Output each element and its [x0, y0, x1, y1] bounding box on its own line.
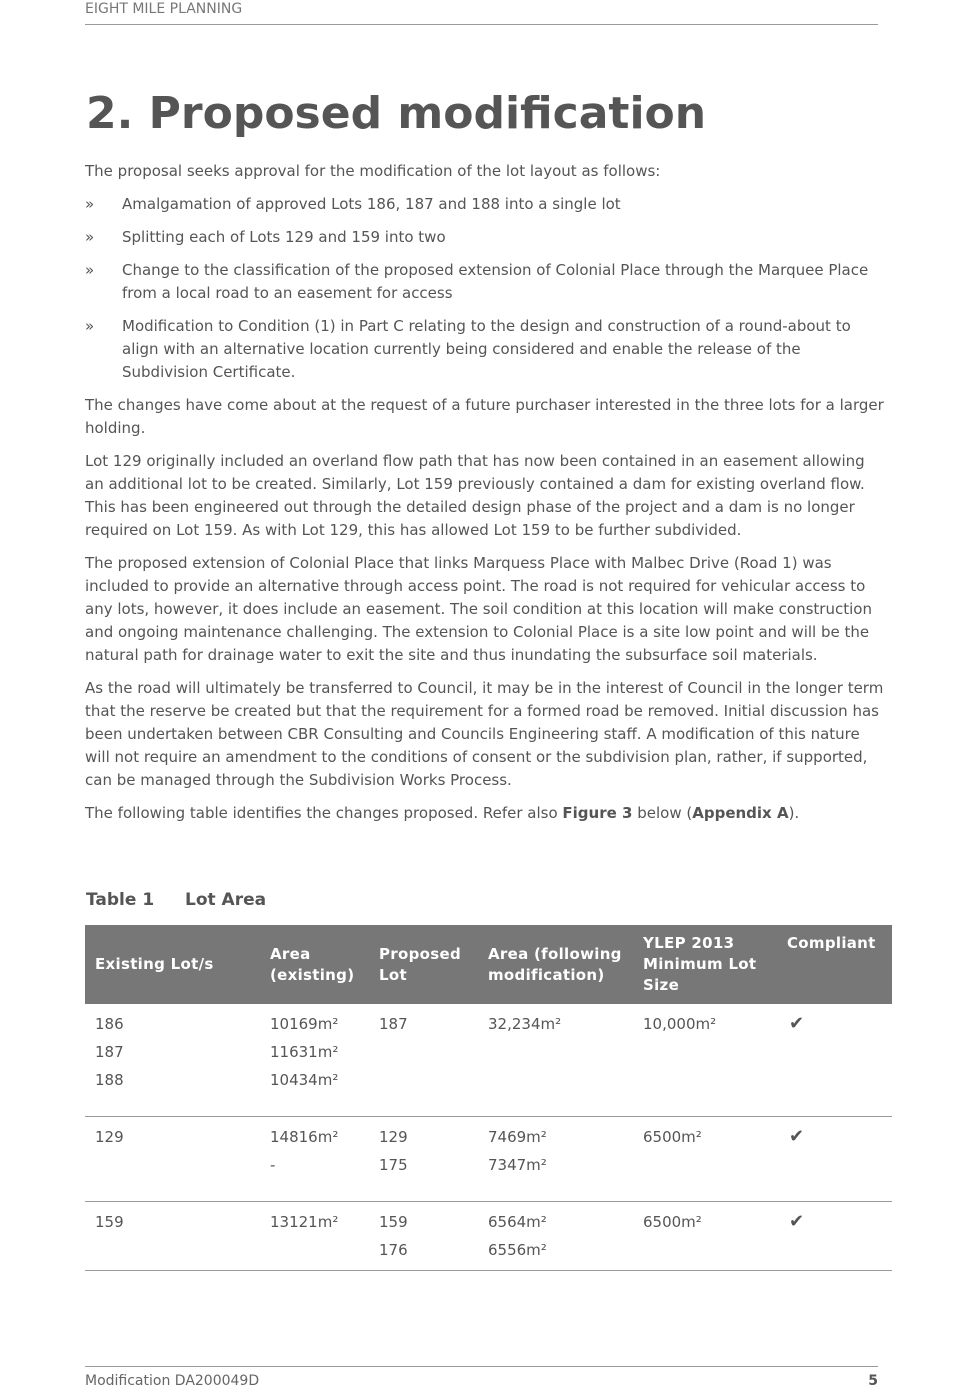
list-item: » Modification to Condition (1) in Part C relating to the design and construction of a round-about to align with an alternative location currently being considered and enable the release of the Subdivision Certificate. — [85, 317, 851, 381]
area-following-cell: 32,234m² — [488, 1015, 562, 1033]
page-header — [85, 0, 878, 25]
area-existing-cell: 10169m² 11631m² 10434m² — [270, 1015, 339, 1089]
compliant-cell — [777, 1117, 892, 1202]
area-following-cell: 7469m² 7347m² — [488, 1128, 547, 1174]
compliant-cell — [777, 1202, 892, 1271]
body-text — [85, 160, 885, 835]
checkmark-icon: ✔ — [789, 1126, 805, 1147]
table-row — [85, 1117, 892, 1202]
paragraph: Lot 129 originally included an overland flow path that has now been contained in an easement allowing an additional lot to be created. Similarly, Lot 159 previously contained a dam for existing overland flow. This has been engineered out through the detailed design phase of the project and a dam is no longer required on Lot 159. As with Lot 129, this has allowed Lot 159 to be further subdivided. — [85, 452, 865, 539]
proposed-lot-cell: 159 176 — [379, 1213, 408, 1259]
proposed-lot-cell: 129 175 — [379, 1128, 408, 1174]
column-header: YLEP 2013 Minimum Lot Size — [633, 925, 777, 1004]
paragraph: The changes have come about at the request of a future purchaser interested in the three lots for a larger holding. — [85, 396, 884, 437]
bullet-marker: » — [85, 228, 95, 246]
table-number: Table 1 — [86, 890, 155, 910]
section-title: 2. Proposed modification — [86, 88, 707, 139]
area-following-cell: 6564m² 6556m² — [488, 1213, 547, 1259]
footer-document-ref: Modification DA200049D — [85, 1373, 260, 1389]
intro-paragraph: The proposal seeks approval for the modification of the lot layout as follows: — [85, 162, 661, 180]
minimum-lot-size-cell: 10,000m² — [643, 1015, 717, 1033]
list-item: » Change to the classification of the proposed extension of Colonial Place through the Marquee Place from a local road to an easement for access — [85, 261, 869, 302]
checkmark-icon: ✔ — [789, 1013, 805, 1034]
column-header: Compliant — [777, 925, 892, 1004]
table-row — [85, 1004, 892, 1117]
table-header-row — [85, 925, 892, 1004]
lot-area-table — [85, 925, 892, 1271]
paragraph: As the road will ultimately be transferred to Council, it may be in the interest of Council in the longer term that the reserve be created but that the requirement for a formed road be removed. Initial discussion has been undertaken between CBR Consulting and Councils Engineering staff. A modification of this nature will not require an amendment to the conditions of consent or the subdivision plan, rather, if supported, can be managed through the Subdivision Works Process. — [85, 679, 884, 789]
header-org: EIGHT MILE PLANNING — [85, 1, 243, 17]
column-header: Area (following modification) — [478, 925, 633, 1004]
table-row — [85, 1202, 892, 1271]
area-existing-cell: 13121m² — [270, 1213, 339, 1231]
appendix-reference: Appendix A — [692, 804, 789, 822]
checkmark-icon: ✔ — [789, 1211, 805, 1232]
page-footer — [85, 1366, 878, 1389]
table-caption — [86, 890, 266, 910]
proposed-lot-cell: 187 — [379, 1015, 408, 1033]
column-header: Proposed Lot — [369, 925, 478, 1004]
column-header: Area (existing) — [260, 925, 369, 1004]
existing-lot-cell: 159 — [95, 1213, 124, 1231]
minimum-lot-size-cell: 6500m² — [643, 1128, 702, 1146]
existing-lot-cell: 129 — [95, 1128, 124, 1146]
page-number: 5 — [868, 1373, 878, 1389]
closing-paragraph: The following table identifies the changes proposed. Refer also Figure 3 below (Appendix A). — [85, 804, 800, 822]
modification-list — [85, 193, 885, 384]
minimum-lot-size-cell: 6500m² — [643, 1213, 702, 1231]
existing-lot-cell: 186 187 188 — [95, 1015, 124, 1089]
list-item: » Splitting each of Lots 129 and 159 into two — [85, 226, 885, 249]
bullet-marker: » — [85, 195, 95, 213]
area-existing-cell: 14816m² - — [270, 1128, 339, 1174]
column-header: Existing Lot/s — [85, 925, 260, 1004]
compliant-cell — [777, 1004, 892, 1117]
list-item: » Amalgamation of approved Lots 186, 187 and 188 into a single lot — [85, 193, 885, 216]
paragraph: The proposed extension of Colonial Place that links Marquess Place with Malbec Drive (Road 1) was included to provide an alternative through access point. The road is not required for vehicular access to any lots, however, it does include an easement. The soil condition at this location will make construction and ongoing maintenance challenging. The extension to Colonial Place is a site low point and will be the natural path for drainage water to exit the site and thus inundating the subsurface soil materials. — [85, 554, 872, 664]
figure-reference: Figure 3 — [562, 804, 633, 822]
bullet-marker: » — [85, 317, 95, 335]
table-title: Lot Area — [185, 890, 267, 910]
bullet-marker: » — [85, 261, 95, 279]
